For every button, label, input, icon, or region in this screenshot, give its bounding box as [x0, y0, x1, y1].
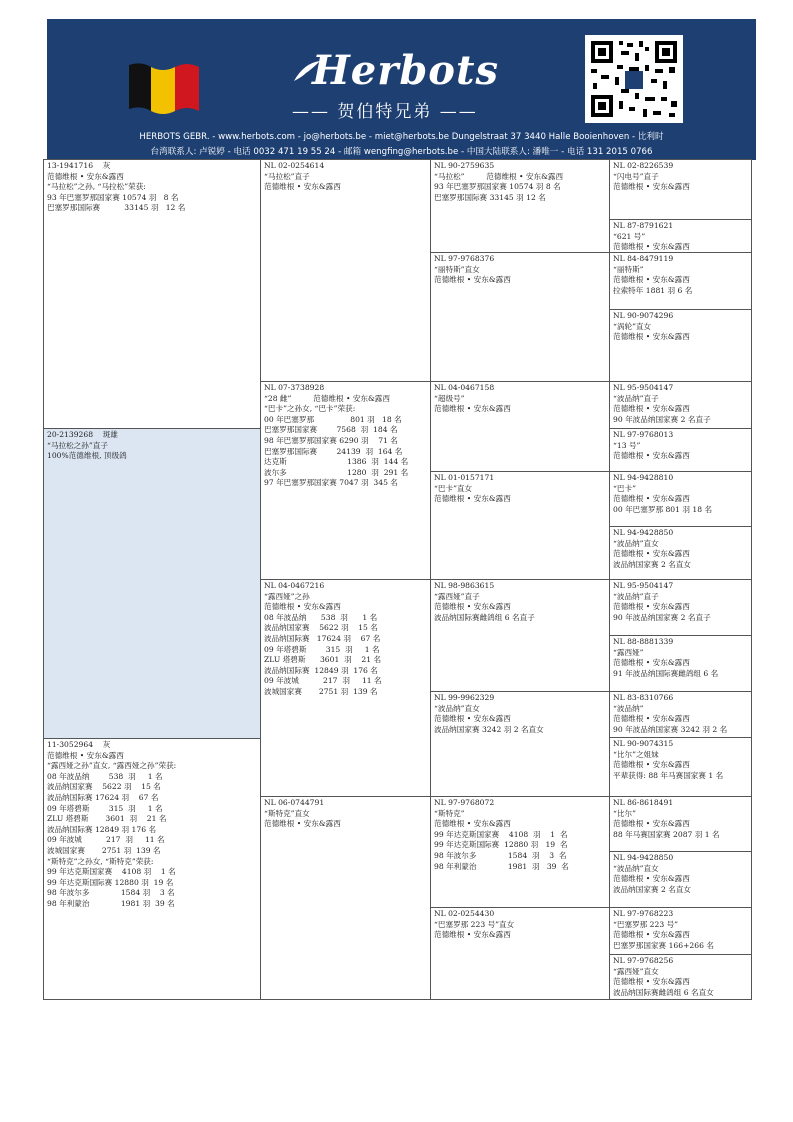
- gggp-cell-10: [609, 635, 752, 692]
- pedigree-line: 范德维根 • 安东&露西: [613, 819, 690, 829]
- pedigree-line: “马拉松之孙”直子: [47, 440, 108, 450]
- pedigree-line: 波品纳国家赛 2 名直女: [613, 884, 692, 894]
- pedigree-line: 巴塞罗那国际赛 33145 羽 12 名: [47, 203, 186, 213]
- contact-line-2: 台湾联系人: 卢锐婷 - 电话 0032 471 19 55 24 - 邮箱 wengfing@herbots.be - 中国大陆联系人: 潘唯一 - 电话 131 2015 0766: [150, 147, 653, 157]
- pedigree-line: “闪电号”直子: [613, 171, 659, 181]
- pedigree-line: 波品纳国际赛雌鸽组 6 名直女: [613, 987, 714, 997]
- ring-number: NL 94-9428850: [613, 528, 674, 537]
- pedigree-line: “马拉松” 范德维根 • 安东&露西: [434, 171, 564, 181]
- pedigree-line: “比尔”: [613, 808, 636, 818]
- pedigree-line: 91 年波品纳国际赛雌鸽组 6 名: [613, 668, 719, 678]
- pedigree-line: “巴卡”: [613, 483, 636, 493]
- ring-number: NL 01-0157171: [434, 473, 495, 482]
- ring-number: NL 88-8881339: [613, 637, 674, 646]
- ring-number: NL 99-9962329: [434, 693, 495, 702]
- pedigree-line: 波品纳国家赛 5622 羽 15 名: [264, 623, 378, 633]
- ring-number: NL 90-9074296: [613, 311, 674, 320]
- pedigree-line: “比尔”之姐妹: [613, 749, 659, 759]
- ring-number: NL 97-9768256: [613, 956, 674, 965]
- ring-number: NL 87-8791621: [613, 221, 674, 230]
- pedigree-line: 09 年波城 217 羽 11 名: [264, 676, 382, 686]
- pedigree-line: “斯特克”: [434, 808, 465, 818]
- pedigree-line: 波品纳国际赛 12849 羽 176 名: [264, 665, 378, 675]
- pedigree-line: “超级号”: [434, 393, 465, 403]
- pedigree-line: “波品纳”直女: [613, 538, 659, 548]
- pedigree-line: ZLU 塔碧斯 3601 羽 21 名: [264, 655, 382, 665]
- ggp-cell-ddd: [430, 907, 610, 1000]
- pedigree-line: 巴塞罗那国际赛 33145 羽 12 名: [434, 192, 546, 202]
- pedigree-line: 范德维根 • 安东&露西: [613, 275, 690, 285]
- pedigree-line: 09 年波城 217 羽 11 名: [47, 835, 165, 845]
- pedigree-line: “马拉松”之孙, “马拉松”荣获:: [47, 182, 146, 192]
- ggp-cell-dds: [430, 796, 610, 908]
- pedigree-line: 范德维根 • 安东&露西: [613, 930, 690, 940]
- pedigree-line: 巴塞罗那国家赛 7568 羽 184 名: [264, 425, 398, 435]
- pedigree-line: 88 年马赛国家赛 2087 羽 1 名: [613, 829, 720, 839]
- pedigree-line: 93 年巴塞罗那国家赛 10574 羽 8 名: [47, 192, 179, 202]
- pedigree-line: “波品纳”直女: [613, 863, 659, 873]
- gggp-cell-1: [609, 159, 752, 220]
- pedigree-line: “13 号”: [613, 440, 641, 450]
- pedigree-line: 93 年巴塞罗那国家赛 10574 羽 8 名: [434, 182, 561, 192]
- pedigree-line: 范德维根 • 安东&露西: [613, 874, 690, 884]
- pedigree-line: 09 年塔碧斯 315 羽 1 名: [47, 803, 163, 813]
- ggp-cell-sdd: [430, 471, 610, 580]
- ring-number: 11-3052964 灰: [47, 740, 111, 749]
- ggp-cell-sds: [430, 381, 610, 472]
- header-banner: [47, 19, 756, 160]
- pedigree-line: 99 年达克斯国际赛 12880 羽 19 名: [434, 840, 568, 850]
- pedigree-line: 波尔多 1280 羽 291 名: [264, 467, 409, 477]
- pedigree-line: 98 年波尔多 1584 羽 3 名: [434, 850, 567, 860]
- pedigree-line: 范德维根 • 安东&露西: [613, 658, 690, 668]
- ring-number: 13-1941716 灰: [47, 161, 111, 170]
- pedigree-line: 达克斯 1386 羽 144 名: [264, 457, 409, 467]
- pedigree-line: 范德维根 • 安东&露西: [613, 494, 690, 504]
- gggp-cell-11: [609, 691, 752, 738]
- pedigree-line: “巴卡”之孙女, “巴卡”荣获:: [264, 404, 356, 414]
- sire-sire-cell: [260, 159, 431, 382]
- pedigree-line: 99 年达克斯国家赛 4108 羽 1 名: [47, 867, 176, 877]
- ring-number: NL 97-9768223: [613, 909, 674, 918]
- pedigree-line: 90 年波品纳国家赛 2 名直子: [613, 612, 711, 622]
- pedigree-line: 巴塞罗那国家赛 166+266 名: [613, 940, 714, 950]
- pedigree-line: 范德维根 • 安东&露西: [613, 451, 690, 461]
- pedigree-line: 99 年达克斯国家赛 4108 羽 1 名: [434, 829, 568, 839]
- pedigree-line: 98 年利蒙治 1981 羽 39 名: [434, 861, 569, 871]
- ggp-cell-ssd: [430, 252, 610, 382]
- pedigree-line: 08 年波品纳 538 羽 1 名: [264, 612, 378, 622]
- pedigree-line: “波品纳”直子: [613, 393, 659, 403]
- pedigree-line: “波品纳”直女: [434, 703, 480, 713]
- pedigree-line: “丽特斯”: [613, 264, 644, 274]
- pedigree-line: 00 年巴塞罗那 801 羽 18 名: [264, 414, 402, 424]
- pedigree-line: 99 年达克斯国际赛 12880 羽 19 名: [47, 877, 174, 887]
- pedigree-line: 范德维根 • 安东&露西: [613, 760, 690, 770]
- ggp-cell-dss: [430, 579, 610, 692]
- pedigree-line: 范德维根 • 安东&露西: [613, 182, 690, 192]
- pedigree-line: 98 年利蒙治 1981 羽 39 名: [47, 898, 175, 908]
- pedigree-line: “巴塞罗那 223 号”: [613, 919, 679, 929]
- gggp-cell-8: [609, 526, 752, 580]
- pedigree-line: “621 号”: [613, 231, 646, 241]
- pedigree-line: 范德维根 • 安东&露西: [613, 977, 690, 987]
- pedigree-line: “涡轮”直女: [613, 321, 652, 331]
- pedigree-line: “巴卡”直女: [434, 483, 473, 493]
- pedigree-line: 拉索特年 1881 羽 6 名: [613, 285, 693, 295]
- ring-number: NL 95-9504147: [613, 383, 674, 392]
- pedigree-line: “丽特斯”直女: [434, 264, 480, 274]
- qr-code-icon: [585, 35, 683, 123]
- pedigree-line: 范德维根 • 安东&露西: [613, 242, 690, 252]
- pedigree-line: 波品纳国际赛 17624 羽 67 名: [264, 633, 381, 643]
- pedigree-line: 波品纳国家赛 3242 羽 2 名直女: [434, 724, 544, 734]
- gggp-cell-2: [609, 219, 752, 253]
- gggp-cell-7: [609, 471, 752, 527]
- subject-bird-cell: [43, 428, 261, 739]
- ring-number: NL 97-9768072: [434, 798, 495, 807]
- ring-number: 20-2139268 斑雄: [47, 430, 118, 439]
- gggp-cell-6: [609, 428, 752, 472]
- pedigree-line: 范德维根 • 安东&露西: [47, 750, 124, 760]
- sire-dam-cell: [260, 381, 431, 580]
- pedigree-line: 范德维根 • 安东&露西: [264, 182, 341, 192]
- pedigree-line: ZLU 塔碧斯 3601 羽 21 名: [47, 814, 167, 824]
- pedigree-line: 巴塞罗那国际赛 24139 羽 164 名: [264, 446, 403, 456]
- ring-number: NL 04-0467158: [434, 383, 495, 392]
- gggp-cell-12: [609, 737, 752, 797]
- pedigree-line: 09 年塔碧斯 315 羽 1 名: [264, 644, 380, 654]
- dam-cell: [43, 738, 261, 1000]
- dam-dam-cell: [260, 796, 431, 1000]
- pedigree-line: 范德维根 • 安东&露西: [434, 930, 511, 940]
- pedigree-line: 波品纳国家赛 2 名直女: [613, 559, 692, 569]
- pedigree-line: “马拉松”直子: [264, 171, 310, 181]
- brand-subtitle: —— 贺伯特兄弟 ——: [292, 102, 478, 122]
- pedigree-line: 范德维根 • 安东&露西: [613, 332, 690, 342]
- gggp-cell-3: [609, 252, 752, 310]
- pedigree-line: “斯特克”直女: [264, 808, 310, 818]
- gggp-cell-9: [609, 579, 752, 636]
- pedigree-line: 范德维根 • 安东&露西: [613, 549, 690, 559]
- pedigree-line: 波品纳国际赛 12849 羽 176 名: [47, 824, 157, 834]
- ring-number: NL 02-0254430: [434, 909, 495, 918]
- pedigree-line: “露西娅”之孙: [264, 591, 310, 601]
- pedigree-line: 范德维根 • 安东&露西: [434, 819, 511, 829]
- ring-number: NL 86-8618491: [613, 798, 674, 807]
- sire-cell: [43, 159, 261, 429]
- gggp-cell-15: [609, 907, 752, 955]
- pedigree-line: “斯特克”之孙女, “斯特克”荣获:: [47, 856, 154, 866]
- contact-line-1: HERBOTS GEBR. - www.herbots.com - jo@herbots.be - miet@herbots.be Dungelstraat 37 3440 Halle Booienhoven - 比利时: [139, 132, 664, 142]
- ring-number: NL 95-9504147: [613, 581, 674, 590]
- pedigree-line: “28 雌” 范德维根 • 安东&露西: [264, 393, 390, 403]
- pedigree-line: 98 年巴塞罗那国家赛 6290 羽 71 名: [264, 435, 398, 445]
- pedigree-line: 范德维根 • 安东&露西: [264, 602, 341, 612]
- pedigree-line: 90 年波品纳国家赛 3242 羽 2 名: [613, 724, 728, 734]
- ring-number: NL 83-8310766: [613, 693, 674, 702]
- belgian-flag-icon: [125, 59, 203, 114]
- pedigree-line: 平辈获得: 88 年马赛国家赛 1 名: [613, 770, 724, 780]
- pedigree-line: 波城国家赛 2751 羽 139 名: [47, 845, 161, 855]
- pedigree-line: 范德维根 • 安东&露西: [613, 404, 690, 414]
- pedigree-line: 范德维根 • 安东&露西: [434, 275, 511, 285]
- pedigree-line: 范德维根 • 安东&露西: [613, 602, 690, 612]
- pedigree-line: 范德维根 • 安东&露西: [613, 714, 690, 724]
- pedigree-line: 08 年波品纳 538 羽 1 名: [47, 771, 163, 781]
- pedigree-line: “露西娅”直女: [613, 966, 659, 976]
- pedigree-line: 00 年巴塞罗那 801 羽 18 名: [613, 504, 713, 514]
- pedigree-line: 范德维根 • 安东&露西: [264, 819, 341, 829]
- pedigree-line: “巴塞罗那 223 号”直女: [434, 919, 515, 929]
- pedigree-line: 范德维根 • 安东&露西: [434, 494, 511, 504]
- pedigree-line: “露西娅”直子: [434, 591, 480, 601]
- ring-number: NL 97-9768376: [434, 254, 495, 263]
- pedigree-line: “波品纳”直子: [613, 591, 659, 601]
- ring-number: NL 97-9768013: [613, 430, 674, 439]
- ring-number: NL 94-9428850: [613, 853, 674, 862]
- ring-number: NL 02-0254614: [264, 161, 325, 170]
- pedigree-line: 97 年巴塞罗那国家赛 7047 羽 345 名: [264, 478, 398, 488]
- gggp-cell-4: [609, 309, 752, 382]
- gggp-cell-14: [609, 851, 752, 908]
- pedigree-line: 范德维根 • 安东&露西: [434, 602, 511, 612]
- pedigree-line: 范德维根 • 安东&露西: [434, 714, 511, 724]
- pedigree-line: 波品纳国际赛雌鸽组 6 名直子: [434, 612, 535, 622]
- ggp-cell-dsd: [430, 691, 610, 797]
- gggp-cell-16: [609, 954, 752, 1000]
- pedigree-line: 波城国家赛 2751 羽 139 名: [264, 686, 378, 696]
- ggp-cell-sss: [430, 159, 610, 253]
- ring-number: NL 84-8479119: [613, 254, 674, 263]
- pedigree-line: 范德维根 • 安东&露西: [47, 171, 124, 181]
- pedigree-line: 波品纳国际赛 17624 羽 67 名: [47, 792, 159, 802]
- dam-sire-cell: [260, 579, 431, 797]
- ring-number: NL 98-9863615: [434, 581, 495, 590]
- pedigree-line: “露西娅之孙”直女, “露西娅之孙”荣获:: [47, 761, 177, 771]
- ring-number: NL 07-3738928: [264, 383, 325, 392]
- ring-number: NL 90-2759635: [434, 161, 495, 170]
- pedigree-line: 100%范德维根, 顶级鸽: [47, 451, 127, 461]
- ring-number: NL 90-9074315: [613, 739, 674, 748]
- pedigree-line: 范德维根 • 安东&露西: [434, 404, 511, 414]
- gggp-cell-5: [609, 381, 752, 429]
- pedigree-line: 98 年波尔多 1584 羽 3 名: [47, 888, 175, 898]
- pedigree-line: 波品纳国家赛 5622 羽 15 名: [47, 782, 161, 792]
- pedigree-line: 90 年波品纳国家赛 2 名直子: [613, 414, 711, 424]
- pedigree-line: “波品纳”: [613, 703, 644, 713]
- ring-number: NL 94-9428810: [613, 473, 674, 482]
- gggp-cell-13: [609, 796, 752, 852]
- brand-logo: Herbots: [312, 47, 499, 94]
- pedigree-line: “露西娅”: [613, 647, 644, 657]
- ring-number: NL 02-8226539: [613, 161, 674, 170]
- ring-number: NL 04-0467216: [264, 581, 325, 590]
- ring-number: NL 06-0744791: [264, 798, 325, 807]
